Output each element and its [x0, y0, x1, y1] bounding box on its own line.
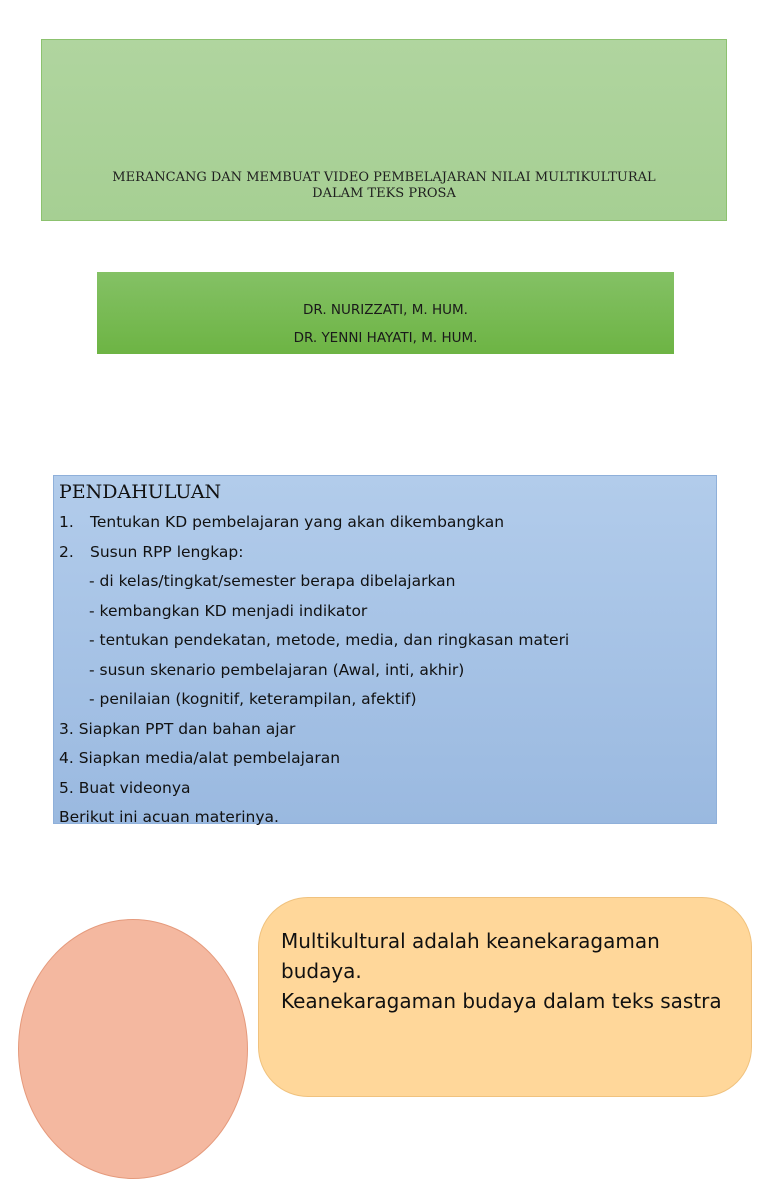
sub-item: - penilaian (kognitif, keterampilan, afektif)	[89, 690, 417, 708]
intro-heading: PENDAHULUAN	[59, 481, 222, 503]
list-item	[59, 538, 716, 568]
step-item: 4. Siapkan media/alat pembelajaran	[59, 749, 341, 767]
definition-box	[258, 897, 752, 1097]
definition-line-1: Multikultural adalah keanekaragaman	[281, 929, 660, 953]
definition-line-3: Keanekaragaman budaya dalam teks sastra	[281, 989, 722, 1013]
definition-line-2: budaya.	[281, 959, 362, 983]
intro-box	[53, 475, 717, 824]
author-box	[97, 272, 674, 354]
author-1: DR. NURIZZATI, M. HUM.	[303, 302, 468, 318]
step-item: 3. Siapkan PPT dan bahan ajar	[59, 719, 296, 738]
sub-item: - tentukan pendekatan, metode, media, dan ringkasan materi	[89, 631, 570, 649]
author-2: DR. YENNI HAYATI, M. HUM.	[293, 330, 478, 346]
title-box	[41, 39, 727, 221]
title-line-1: MERANCANG DAN MEMBUAT VIDEO PEMBELAJARAN NILAI MULTIKULTURAL	[112, 170, 656, 185]
list-item	[59, 508, 716, 538]
sub-item: - kembangkan KD menjadi indikator	[89, 601, 368, 620]
title-line-2: DALAM TEKS PROSA	[312, 186, 456, 201]
decorative-circle	[18, 919, 248, 1179]
step-item: 5. Buat videonya	[59, 778, 191, 797]
sub-item: - di kelas/tingkat/semester berapa dibelajarkan	[89, 572, 456, 590]
list-item-text: Tentukan KD pembelajaran yang akan dikembangkan	[90, 513, 505, 531]
closing-line: Berikut ini acuan materinya.	[59, 808, 279, 826]
list-item-text: Susun RPP lengkap:	[90, 542, 244, 561]
list-item-number: 2.	[59, 542, 74, 561]
sub-item: - susun skenario pembelajaran (Awal, inti, akhir)	[89, 660, 465, 679]
list-item-number: 1.	[59, 513, 74, 531]
